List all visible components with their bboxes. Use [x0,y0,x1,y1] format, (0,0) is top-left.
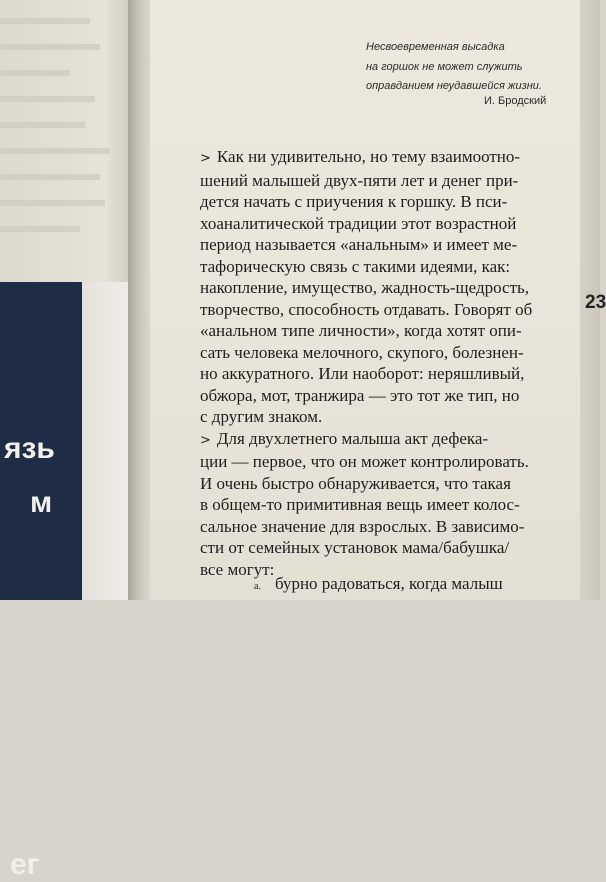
text-line: ции — первое, что он может контролировать. [200,452,529,471]
text-line: в общем-то примитивная вещь имеет колос- [200,495,520,514]
text-line: тафорическую связь с такими идеями, как: [200,256,511,276]
text-line: И очень быстро обнаруживается, что такая [200,473,511,493]
dark-panel-text: м [30,486,53,519]
ghost-text-line [0,96,95,102]
left-page-edge [82,282,132,600]
ghost-text-line [0,70,70,76]
text-line: сать человека мелочного, скупого, болезнен- [200,342,524,362]
text-line: но аккуратного. Или наоборот: неряшливый, [200,364,525,383]
epigraph-author: И. Бродский [484,95,547,107]
ghost-text-line [0,122,85,128]
list-item-text: бурно радоваться, когда малыш [274,574,503,593]
text-line: с другим знаком. [200,407,323,426]
left-page-dark-panel [0,282,82,881]
paragraph-1-first-line [200,146,570,170]
ghost-text-line [0,200,105,206]
ghost-text-line [0,148,110,154]
paragraph-2-first-line [200,428,570,452]
left-page [0,0,132,881]
text-line: творчество, способность отдавать. Говорят об [200,299,533,319]
epigraph-line: оправданием неудавшейся жизни. [366,80,542,92]
text-line: «анальном типе личности», когда хотят опи- [200,321,522,340]
dark-panel-text: ег [10,848,40,881]
text-line: обжора, мот, транжира — это тот же тип, но [200,385,520,405]
text-line: накопление, имущество, жадность-щедрость, [200,278,530,297]
ghost-text-line [0,226,80,232]
arrow-marker-icon: > [200,432,211,448]
list-item [254,574,503,594]
dark-panel-text: язь [4,432,55,465]
list-item-letter: a. [254,581,261,592]
epigraph-line: на горшок не может служить [366,60,523,73]
text-line: Как ни удивительно, но тему взаимоотно- [216,147,521,166]
text-line: шений малышей двух-пяти лет и денег при- [200,170,519,190]
ghost-text-line [0,44,100,50]
text-line: хоаналитической традиции этот возрастной [200,213,517,233]
text-line: дется начать с приучения к горшку. В пси- [200,192,508,211]
epigraph [366,38,566,97]
page-number: 23 [585,292,606,313]
ghost-text-line [0,18,90,24]
epigraph-line: Несвоевременная высадка [366,41,505,53]
text-line: период называется «анальным» и имеет ме- [200,235,518,254]
arrow-marker-icon: > [200,151,211,166]
text-line: сальное значение для взрослых. В зависимо- [200,516,525,536]
text-line: все могут: [200,559,275,579]
ghost-text-line [0,174,100,180]
text-line: Для двухлетнего малыша акт дефека- [216,428,489,448]
text-line: сти от семейных установок мама/бабушка/ [200,538,510,557]
body-text [200,146,570,580]
